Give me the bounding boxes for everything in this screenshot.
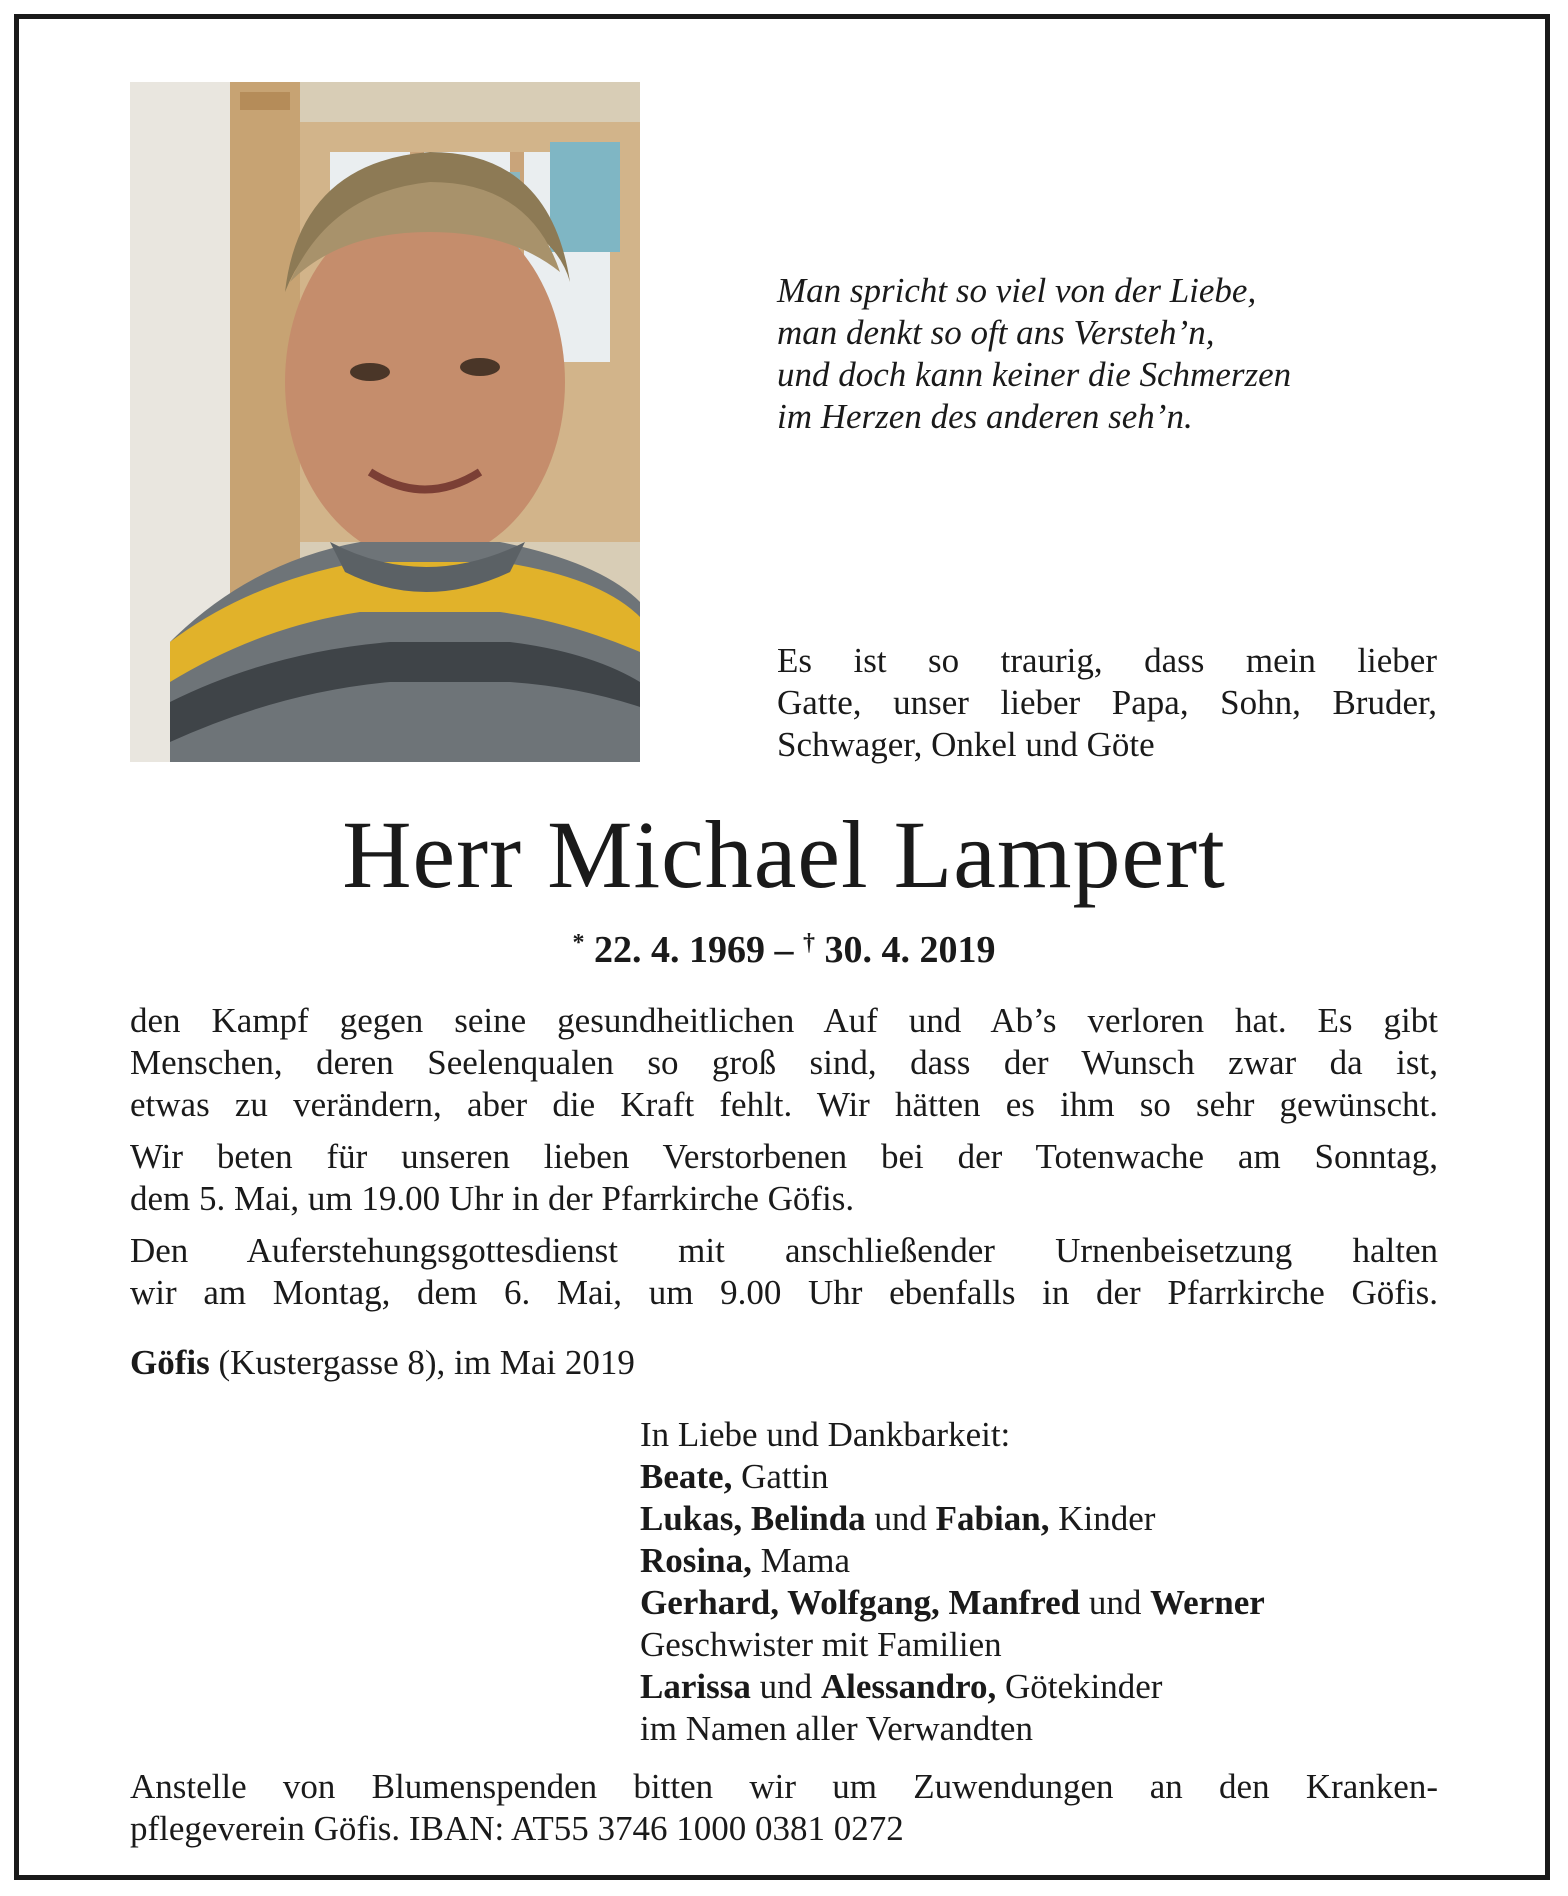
body-line: den Kampf gegen seine gesundheitlichen Auf und Ab’s verloren hat. Es gibt bbox=[130, 1001, 1438, 1040]
donation-line: Anstelle von Blumenspenden bitten wir um Zuwendungen an den Kranken- bbox=[130, 1767, 1438, 1806]
mourner-role: Geschwister mit Familien bbox=[640, 1625, 1002, 1664]
date-separator: – bbox=[774, 929, 794, 971]
paragraph bbox=[130, 1230, 1438, 1314]
mourner-line bbox=[640, 1498, 1440, 1540]
mourner-line bbox=[640, 1456, 1440, 1498]
announcement-body bbox=[130, 1000, 1438, 1324]
mourners-list bbox=[640, 1414, 1440, 1750]
body-line: Menschen, deren Seelenqualen so groß sind, dass der Wunsch zwar da ist, bbox=[130, 1043, 1438, 1082]
intro-line: Es ist so traurig, dass mein lieber bbox=[777, 641, 1437, 680]
mourner-name: Fabian, bbox=[935, 1499, 1050, 1538]
mourner-name: Gerhard, Wolfgang, Manfred bbox=[640, 1583, 1081, 1622]
mourner-role: Mama bbox=[760, 1541, 851, 1580]
mourner-name: Alessandro, bbox=[820, 1667, 997, 1706]
town-name: Göfis bbox=[130, 1343, 210, 1382]
relatives-line: im Namen aller Verwandten bbox=[640, 1709, 1033, 1748]
donation-line: pflegeverein Göfis. IBAN: AT55 3746 1000 0381 0272 bbox=[130, 1809, 904, 1848]
mourner-role: Kinder bbox=[1058, 1499, 1156, 1538]
conjunction: und bbox=[874, 1499, 927, 1538]
death-symbol: † bbox=[803, 930, 815, 956]
deceased-name: Herr Michael Lampert bbox=[342, 801, 1226, 908]
memorial-poem bbox=[777, 270, 1477, 438]
mourner-line bbox=[640, 1582, 1440, 1624]
paragraph bbox=[130, 1000, 1438, 1126]
portrait-photo bbox=[130, 82, 640, 762]
body-line: dem 5. Mai, um 19.00 Uhr in der Pfarrkirche Göfis. bbox=[130, 1179, 855, 1218]
address-date: (Kustergasse 8), im Mai 2019 bbox=[218, 1343, 635, 1382]
death-date: 30. 4. 2019 bbox=[824, 929, 996, 971]
mourner-name: Rosina, bbox=[640, 1541, 752, 1580]
mourner-name: Lukas, Belinda bbox=[640, 1499, 866, 1538]
mourner-role: Gattin bbox=[741, 1457, 829, 1496]
poem-line: im Herzen des anderen seh’n. bbox=[777, 397, 1193, 436]
conjunction: und bbox=[1088, 1583, 1142, 1622]
intro-line: Gatte, unser lieber Papa, Sohn, Bruder, bbox=[777, 683, 1437, 722]
poem-line: man denkt so oft ans Versteh’n, bbox=[777, 313, 1215, 352]
poem-line: und doch kann keiner die Schmerzen bbox=[777, 355, 1292, 394]
paragraph bbox=[130, 1136, 1438, 1220]
birth-date: 22. 4. 1969 bbox=[594, 929, 765, 971]
intro-text bbox=[777, 640, 1437, 766]
mourner-name: Werner bbox=[1150, 1583, 1265, 1622]
conjunction: und bbox=[759, 1667, 813, 1706]
place-date bbox=[130, 1342, 635, 1384]
donation-note bbox=[130, 1766, 1438, 1850]
mourner-name: Beate, bbox=[640, 1457, 733, 1496]
mourner-line bbox=[640, 1666, 1440, 1708]
signers-heading: In Liebe und Dankbarkeit: bbox=[640, 1415, 1011, 1454]
body-line: Den Auferstehungsgottesdienst mit anschließender Urnenbeisetzung halten bbox=[130, 1231, 1438, 1270]
birth-symbol: * bbox=[572, 930, 585, 956]
body-line: etwas zu verändern, aber die Kraft fehlt. Wir hätten es ihm so sehr gewünscht. bbox=[130, 1085, 1438, 1124]
mourner-role: Götekinder bbox=[1004, 1667, 1163, 1706]
life-dates bbox=[0, 920, 1568, 973]
mourner-line bbox=[640, 1540, 1440, 1582]
body-line: wir am Montag, dem 6. Mai, um 9.00 Uhr ebenfalls in der Pfarrkirche Göfis. bbox=[130, 1273, 1438, 1312]
intro-line: Schwager, Onkel und Göte bbox=[777, 725, 1155, 764]
body-line: Wir beten für unseren lieben Verstorbenen bei der Totenwache am Sonntag, bbox=[130, 1137, 1438, 1176]
poem-line: Man spricht so viel von der Liebe, bbox=[777, 271, 1257, 310]
mourner-name: Larissa bbox=[640, 1667, 751, 1706]
